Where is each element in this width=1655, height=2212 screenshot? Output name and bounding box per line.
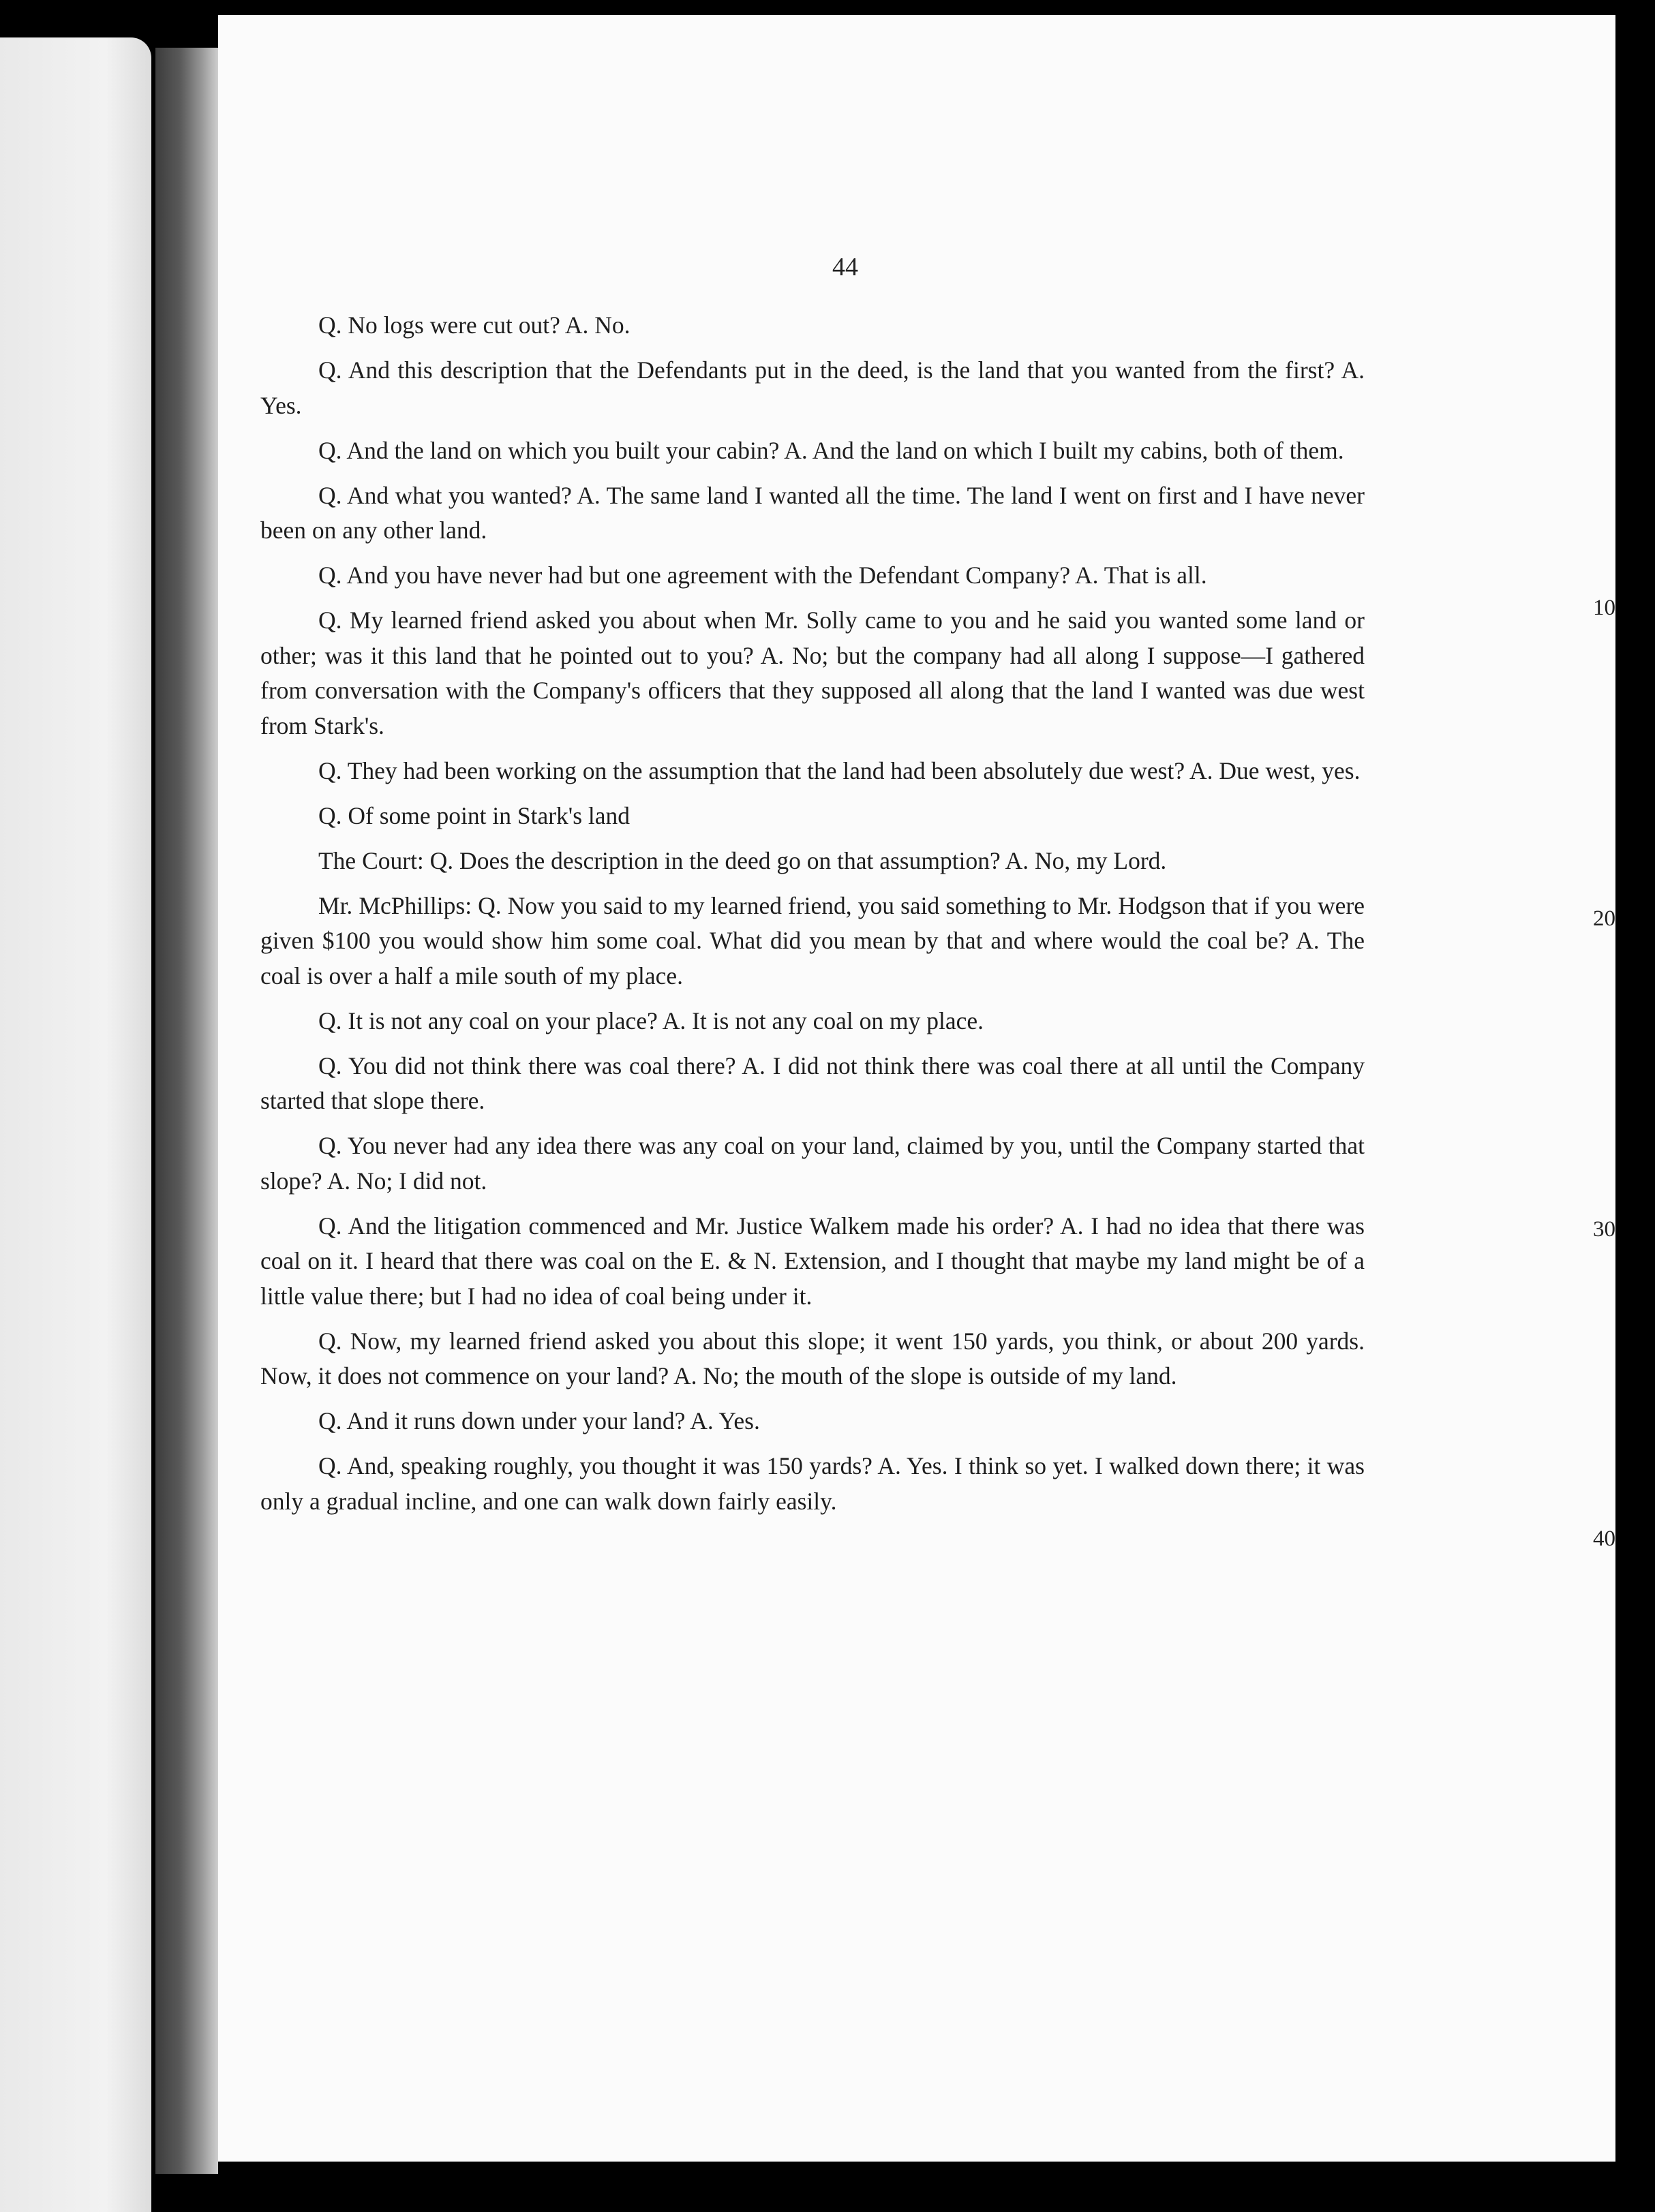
paragraph: Q. And the land on which you built your cabin? A. And the land on which I built my cabins, both of them.	[318, 436, 1344, 464]
paragraph: Q. You never had any idea there was any coal on your land, claimed by you, until the Company started that slope? A. No; I did not.	[260, 1132, 1365, 1195]
paragraph: Mr. McPhillips: Q. Now you said to my learned friend, you said something to Mr. Hodgson that if you were given $100 you would show him some coal. What did you mean by that and where would the coal be? A. The coal is over a half a mile south of my place.	[260, 891, 1365, 989]
book-spine-shadow	[155, 48, 218, 2174]
paragraph: Q. And the litigation commenced and Mr. Justice Walkem made his order? A. I had no idea that there was coal on it. I heard that there was coal on the E. & N. Extension, and I thought that maybe my land might be of a little value there; but I had no idea of coal being under it.	[260, 1212, 1365, 1310]
paragraph: Q. They had been working on the assumption that the land had been absolutely due west? A. Due west, yes.	[318, 756, 1361, 784]
paragraph: The Court: Q. Does the description in the deed go on that assumption? A. No, my Lord.	[318, 846, 1167, 874]
line-number-40: 40	[1593, 1526, 1615, 1551]
paragraph: Q. And this description that the Defendants put in the deed, is the land that you wanted from the first? A. Yes.	[260, 356, 1365, 419]
paragraph: Q. My learned friend asked you about when Mr. Solly came to you and he said you wanted some land or other; was it this land that he pointed out to you? A. No; but the company had all along I suppose—I gathered from conversation with the Company's officers that they supposed all along that the land I wanted was due west from Stark's.	[260, 606, 1365, 739]
paragraph: Q. And you have never had but one agreement with the Defendant Company? A. That is all.	[318, 562, 1207, 589]
line-number-10: 10	[1593, 596, 1615, 620]
paragraph: Q. It is not any coal on your place? A. It is not any coal on my place.	[318, 1007, 984, 1034]
line-number-30: 30	[1593, 1217, 1615, 1242]
page-number: 44	[832, 253, 858, 281]
paragraph: Q. You did not think there was coal there? A. I did not think there was coal there at all until the Company started that slope there.	[260, 1051, 1365, 1114]
paragraph: Q. Of some point in Stark's land	[318, 801, 631, 829]
paragraph: Q. And it runs down under your land? A. Yes.	[318, 1407, 760, 1434]
paragraph: Q. No logs were cut out? A. No.	[318, 311, 631, 339]
paragraph: Q. Now, my learned friend asked you about this slope; it went 150 yards, you think, or about 200 yards. Now, it does not commence on your land? A. No; the mouth of the slope is outside of my land.	[260, 1327, 1365, 1389]
adjacent-page	[0, 37, 151, 2212]
line-number-20: 20	[1593, 906, 1615, 931]
paragraph: Q. And, speaking roughly, you thought it was 150 yards? A. Yes. I think so yet. I walked down there; it was only a gradual incline, and one can walk down fairly easily.	[260, 1452, 1365, 1515]
document-page	[218, 15, 1615, 2162]
paragraph: Q. And what you wanted? A. The same land I wanted all the time. The land I went on first and I have never been on any other land.	[260, 481, 1365, 544]
transcript-body	[260, 308, 1365, 1529]
